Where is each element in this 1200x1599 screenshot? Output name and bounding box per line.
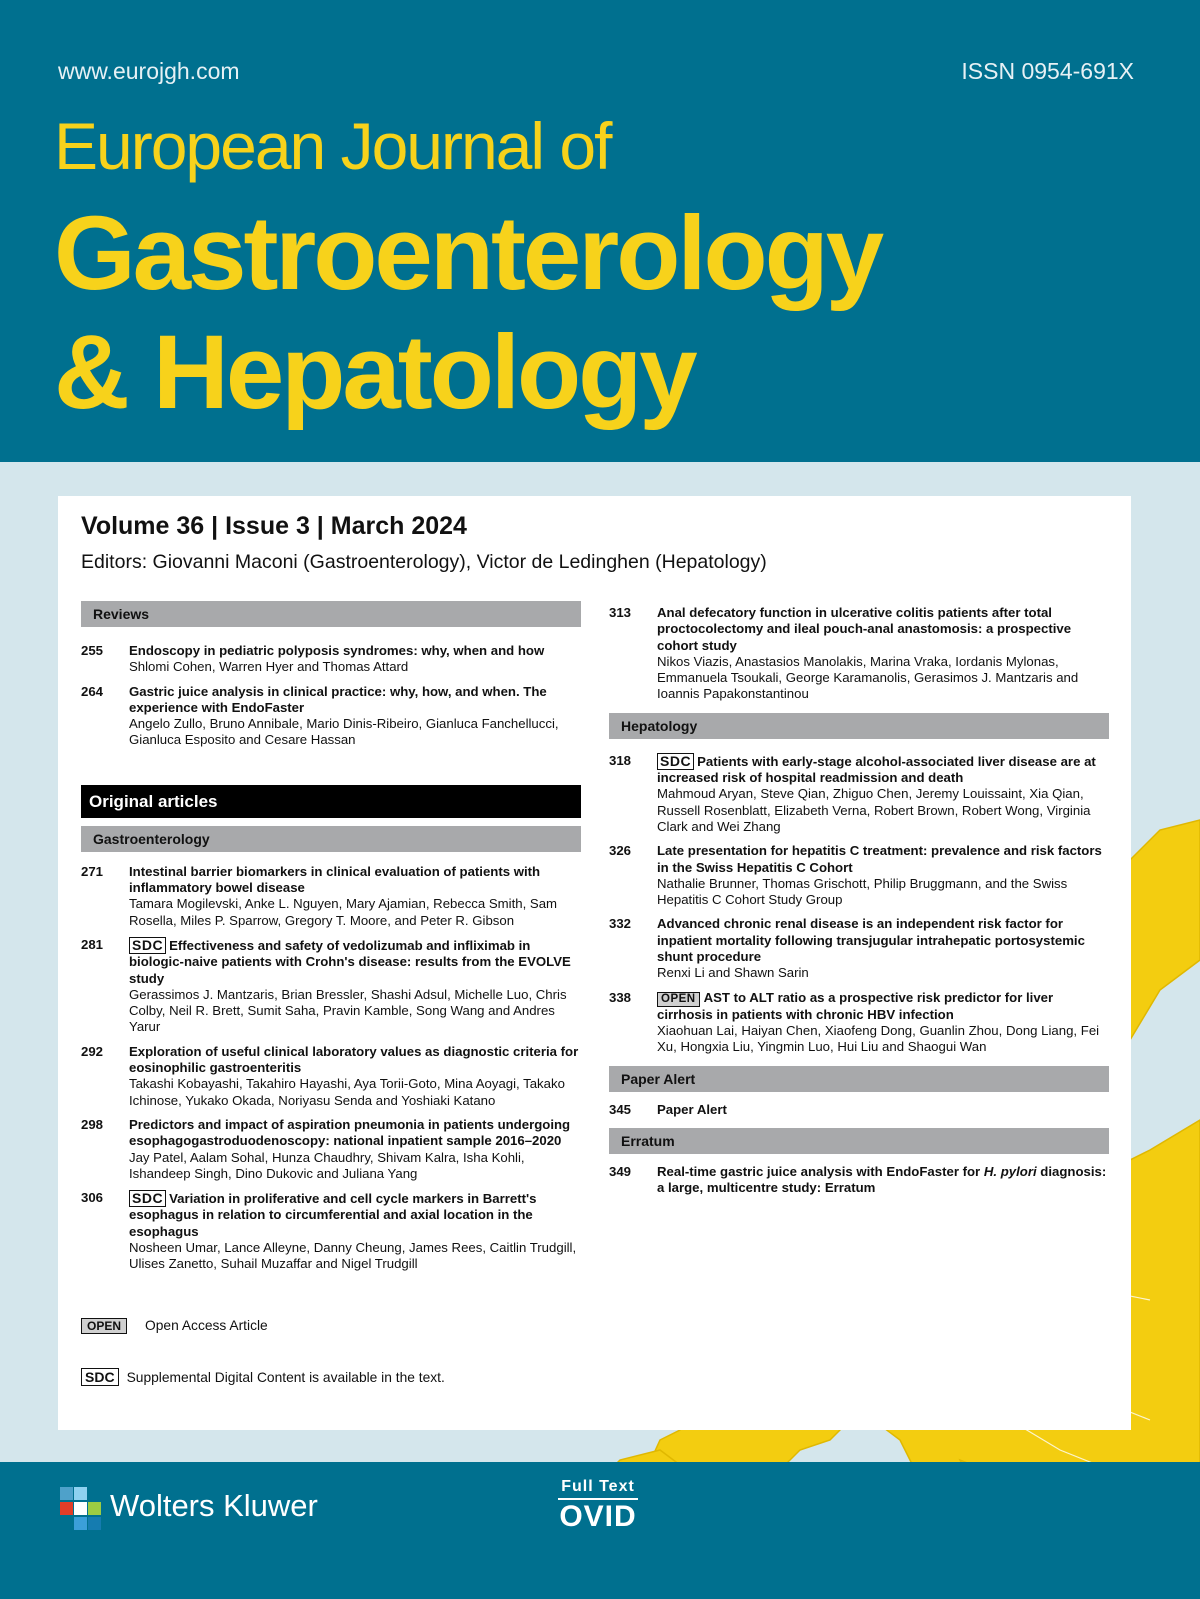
page-number: 326	[609, 843, 632, 859]
toc-entry[interactable]	[609, 753, 1109, 835]
article-authors: Mahmoud Aryan, Steve Qian, Zhiguo Chen, Jeremy Louissaint, Xia Qian, Russell Rosenblatt, Elizabeth Verna, Robert Brown, Robert Wong, Virginia Clark and Wei Zhang	[657, 786, 1091, 834]
article-title: Advanced chronic renal disease is an independent risk factor for inpatient mortality following transjugular intrahepatic portosystemic shunt procedure	[657, 916, 1085, 965]
page-number: 306	[81, 1190, 104, 1206]
page-number: 332	[609, 916, 632, 932]
article-authors: Nosheen Umar, Lance Alleyne, Danny Cheung, James Rees, Caitlin Trudgill, Ulises Zanetto, Suhail Muzaffar and Nigel Trudgill	[129, 1240, 577, 1272]
article-authors: Jay Patel, Aalam Sohal, Hunza Chaudhry, Shivam Kalra, Isha Kohli, Ishandeep Singh, Dino Dukovic and Juliana Yang	[129, 1149, 525, 1181]
section-gastroenterology: Gastroenterology	[81, 826, 581, 852]
page-number: 264	[81, 683, 104, 699]
open-badge: OPEN	[657, 992, 700, 1007]
legend-sdc: SDC Supplemental Digital Content is available in the text.	[81, 1368, 445, 1386]
toc-entry[interactable]	[609, 843, 1109, 908]
journal-title-line1: European Journal of	[54, 109, 611, 183]
ovid-logo	[556, 1478, 640, 1534]
toc-entry[interactable]	[81, 643, 581, 676]
toc-entry[interactable]	[81, 1190, 581, 1272]
article-title: Predictors and impact of aspiration pneumonia in patients undergoing esophagogastroduodenoscopy: national inpatient sample 2016–2020	[129, 1116, 571, 1149]
article-title: SDC Effectiveness and safety of vedolizumab and infliximab in biologic-naive patients with Crohn's disease: results from the EVOLVE study	[129, 936, 571, 986]
page-number: 318	[609, 752, 632, 768]
open-badge: OPEN	[81, 1318, 127, 1334]
article-title: Late presentation for hepatitis C treatment: prevalence and risk factors in the Swiss Hepatitis C Cohort	[657, 843, 1102, 875]
section-original-articles: Original articles	[81, 785, 581, 818]
article-title: Real-time gastric juice analysis with EndoFaster for H. pylori diagnosis: a large, multicentre study: Erratum	[657, 1163, 1107, 1196]
journal-title-line2: Gastroenterology	[54, 195, 882, 312]
ovid-wordmark: OVID	[559, 1500, 637, 1533]
page-number: 298	[81, 1116, 104, 1132]
issn: ISSN 0954-691X	[961, 58, 1134, 84]
ovid-full-text: Full Text	[561, 1478, 635, 1495]
article-authors: Tamara Mogilevski, Anke L. Nguyen, Mary Ajamian, Rebecca Smith, Sam Rosella, Miles P. Sparrow, Gregory T. Moore, and Peter R. Gibson	[129, 896, 558, 928]
article-authors: Gerassimos J. Mantzaris, Brian Bressler, Shashi Adsul, Michelle Luo, Chris Colby, Neil R. Brett, Sumit Saha, Pravin Kamble, Song Wang and Andres Yarur	[129, 986, 567, 1035]
toc-entry[interactable]	[81, 864, 581, 929]
volume-issue: Volume 36 | Issue 3 | March 2024	[81, 512, 467, 540]
section-reviews: Reviews	[81, 601, 581, 627]
article-authors: Nathalie Brunner, Thomas Grischott, Philip Bruggmann, and the Swiss Hepatitis C Cohort Study Group	[657, 875, 1068, 908]
journal-title-line3: & Hepatology	[54, 314, 695, 431]
article-authors: Angelo Zullo, Bruno Annibale, Mario Dinis-Ribeiro, Gianluca Fanchellucci, Gianluca Esposito and Cesare Hassan	[129, 716, 559, 748]
toc-entry[interactable]	[81, 1117, 581, 1182]
section-paper-alert: Paper Alert	[609, 1066, 1109, 1092]
toc-entry[interactable]	[81, 937, 581, 1036]
article-title: Gastric juice analysis in clinical practice: why, how, and when. The experience with EndoFaster	[129, 683, 547, 715]
toc-entry[interactable]	[81, 1044, 581, 1109]
page-number: 313	[609, 605, 632, 620]
article-authors: Shlomi Cohen, Warren Hyer and Thomas Attard	[129, 659, 409, 675]
section-erratum: Erratum	[609, 1128, 1109, 1154]
article-title: OPEN AST to ALT ratio as a prospective risk predictor for liver cirrhosis in patients with chronic HBV infection	[657, 989, 1054, 1022]
toc-entry[interactable]	[609, 916, 1109, 981]
right-column	[609, 605, 1109, 1196]
page-number: 255	[81, 643, 104, 658]
article-title: Paper Alert	[657, 1101, 727, 1117]
toc-entry[interactable]	[609, 605, 1109, 703]
page-number: 281	[81, 936, 104, 952]
article-authors: Xiaohuan Lai, Haiyan Chen, Xiaofeng Dong, Guanlin Zhou, Dong Liang, Fei Xu, Hongxia Liu, Yingmin Luo, Hui Liu and Shaogui Wan	[657, 1022, 1100, 1055]
page-number: 292	[81, 1043, 104, 1059]
article-title: Anal defecatory function in ulcerative colitis patients after total proctocolectomy and ileal pouch-anal anastomosis: a prospective cohort study	[657, 605, 1072, 653]
sdc-badge: SDC	[81, 1368, 119, 1386]
article-title: Intestinal barrier biomarkers in clinical evaluation of patients with inflammatory bowel disease	[129, 863, 541, 896]
section-hepatology: Hepatology	[609, 713, 1109, 739]
article-authors: Takashi Kobayashi, Takahiro Hayashi, Aya Torii-Goto, Mina Aoyagi, Takako Ichinose, Yukako Okada, Noriyasu Senda and Yoshiaki Katano	[129, 1076, 565, 1108]
article-title: SDC Variation in proliferative and cell cycle markers in Barrett's esophagus in relation to circumferential and axial location in the esophagus	[129, 1190, 537, 1239]
legend-open-access: OPEN Open Access Article	[81, 1318, 268, 1334]
left-column	[81, 601, 581, 1273]
page-number: 338	[609, 989, 632, 1005]
page-number: 271	[81, 863, 104, 879]
article-title: Exploration of useful clinical laboratory values as diagnostic criteria for eosinophilic gastroenteritis	[129, 1043, 579, 1076]
toc-entry[interactable]	[609, 1102, 1109, 1118]
sdc-badge: SDC	[657, 753, 694, 770]
editors: Editors: Giovanni Maconi (Gastroenterology), Victor de Ledinghen (Hepatology)	[81, 551, 767, 573]
wolters-kluwer-logo-icon	[58, 1486, 104, 1532]
article-authors: Nikos Viazis, Anastasios Manolakis, Marina Vraka, Iordanis Mylonas, Emmanuela Tsoukali, George Karamanolis, Gerasimos J. Mantzaris and Ioannis Papakonstantinou	[657, 653, 1079, 702]
publisher-name: Wolters Kluwer	[110, 1488, 318, 1523]
page-number: 349	[609, 1163, 632, 1179]
toc-entry[interactable]	[81, 684, 581, 749]
sdc-badge: SDC	[129, 937, 166, 954]
article-title: Endoscopy in pediatric polyposis syndromes: why, when and how	[129, 643, 545, 658]
page-number: 345	[609, 1101, 632, 1117]
article-title: SDC Patients with early-stage alcohol-associated liver disease are at increased risk of hospital readmission and death	[657, 752, 1096, 786]
article-authors: Renxi Li and Shawn Sarin	[657, 965, 809, 981]
toc-entry[interactable]	[609, 1164, 1109, 1197]
sdc-badge: SDC	[129, 1190, 166, 1207]
journal-website: www.eurojgh.com	[58, 58, 240, 84]
toc-entry[interactable]	[609, 990, 1109, 1056]
